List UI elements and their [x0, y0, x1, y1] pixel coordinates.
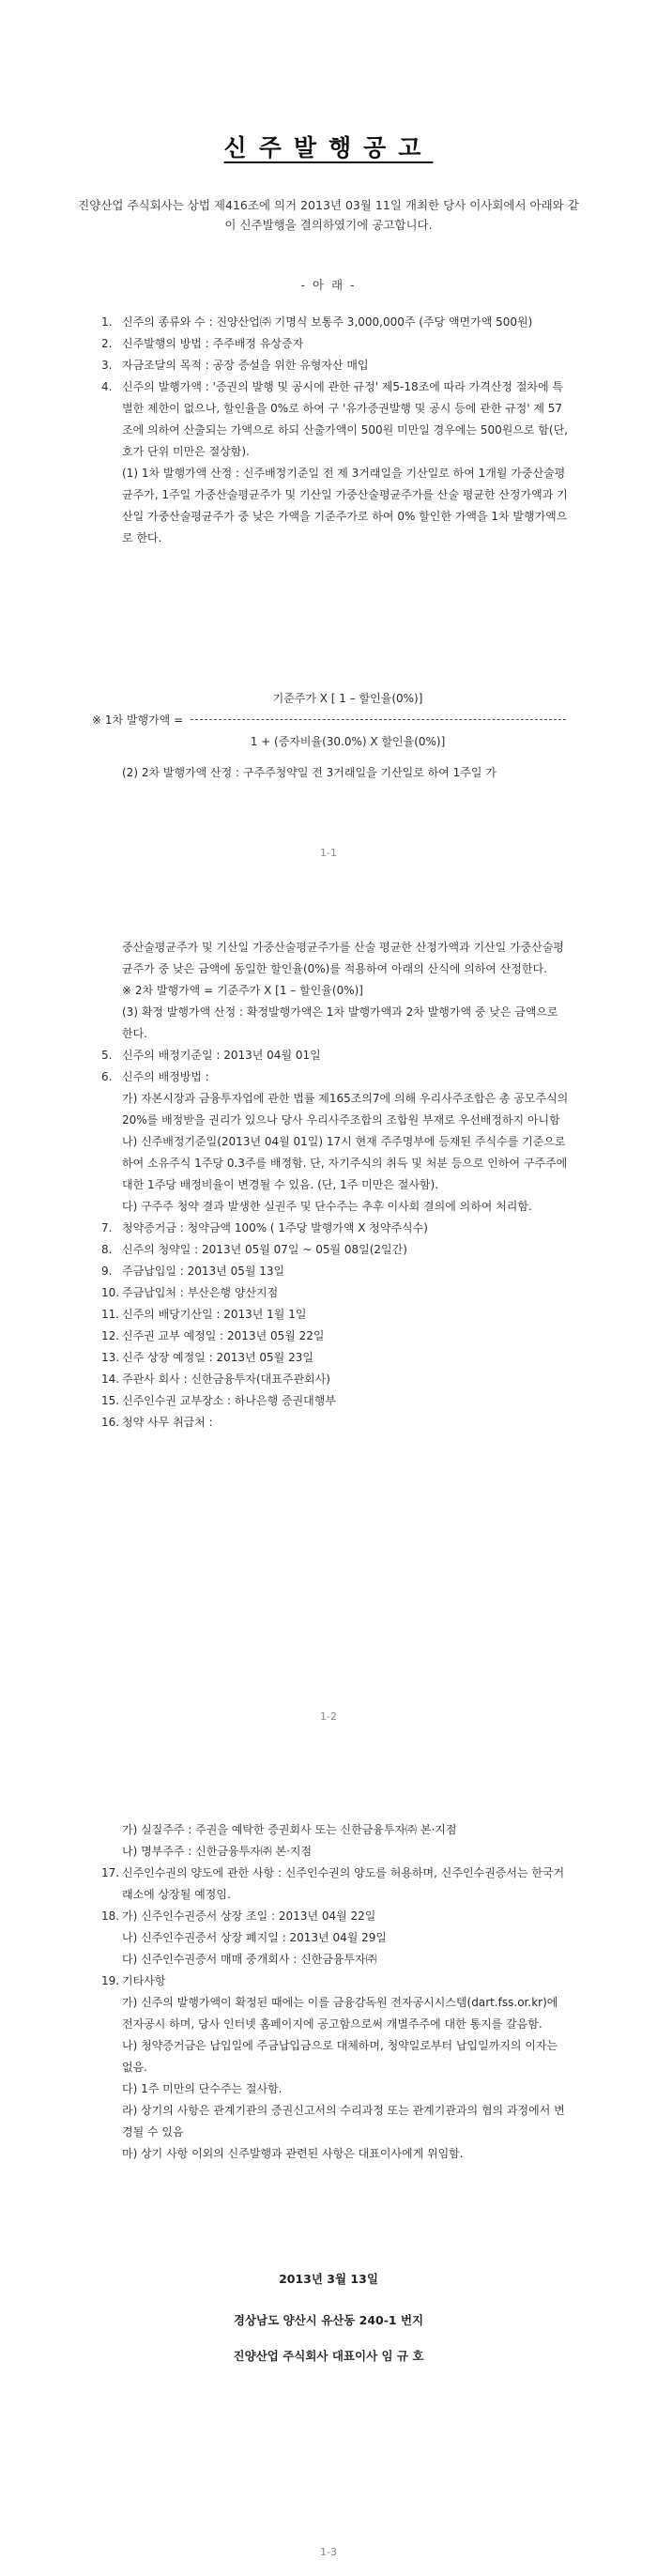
item4-sub2: (2) 2차 발행가액 산정 : 구주주청약일 전 3거래일을 기산일로 하여 1주일 가	[122, 766, 497, 779]
item18-b: 나) 신주인수권증서 상장 폐지일 : 2013년 04월 29일	[122, 1931, 387, 1944]
formula-2: ※ 2차 발행가액 = 기준주가 X [1 – 할인율(0%)]	[122, 984, 363, 997]
page-3-content	[101, 1819, 571, 2165]
formula-numerator: 기준주가 X [ 1 – 할인율(0%)]	[272, 692, 423, 705]
item4-sub1: (1) 1차 발행가액 산정 : 신주배정기준일 전 제 3거래일을 기산일로 하여 1개월 가중산술평균주가, 1주일 가중산술평균주가 및 기산일 가중산술평균주가를 산술 평균한 산정가액과 기산일 가중산술평균주가 중 낮은 가액을 기준주가로 하여 0% 할인한 가액을 1차 발행가액으로 한다.	[122, 467, 568, 544]
item-list	[101, 312, 571, 549]
formula-1	[92, 690, 566, 749]
item6-a: 가) 자본시장과 금융투자업에 관한 법률 제165조의7에 의해 우리사주조합은 총 공모주식의 20%를 배정받을 권리가 있으나 당사 우리사주조합의 조합원 부재로 우선배정하지 아니함	[122, 1092, 569, 1127]
item19-e: 마) 상기 사항 이외의 신주발행과 관련된 사항은 대표이사에게 위임함.	[122, 2147, 464, 2160]
list-item: 9. 주금납입일 : 2013년 05월 13일	[101, 1265, 285, 1278]
list-item: 12. 신주권 교부 예정일 : 2013년 05월 22일	[101, 1329, 325, 1342]
list-item: 16. 청약 사무 취급처 :	[101, 1416, 213, 1429]
company-address: 경상남도 양산시 유산동 240-1 번지	[233, 2313, 424, 2327]
item4-sub2-cont: 중산술평균주가 및 기산일 가중산술평균주가를 산술 평균한 산정가액과 기산일 가중산술평균주가 중 낮은 금액에 동일한 할인율(0%)를 적용하여 아래의 산식에 의하여 산정한다.	[122, 941, 565, 975]
item6-c: 다) 구주주 청약 결과 발생한 실권주 및 단수주는 추후 이사회 결의에 의하여 처리함.	[122, 1200, 532, 1213]
formula-denominator: 1 + (증자비율(30.0%) X 할인율(0%)]	[250, 735, 446, 748]
list-item: 14. 주관사 회사 : 신한금융투자(대표주관회사)	[101, 1372, 330, 1386]
formula-label: ※ 1차 발행가액 =	[92, 713, 184, 727]
item4-sub3: (3) 확정 발행가액 산정 : 확정발행가액은 1차 발행가액과 2차 발행가액 중 낮은 금액으로 한다.	[122, 1005, 558, 1040]
page-title: 신주발행공고	[223, 134, 434, 161]
list-item: 6. 신주의 배정방법 :	[101, 1070, 209, 1083]
list-item: 13. 신주 상장 예정일 : 2013년 05월 23일	[101, 1351, 313, 1364]
list-item: 19. 기타사항	[101, 1974, 166, 1987]
list-item: 10. 주금납입처 : 부산은행 양산지점	[101, 1286, 279, 1299]
page-number: 1-1	[320, 847, 337, 859]
page-number: 1-3	[320, 2546, 337, 2558]
page-number: 1-2	[320, 1710, 337, 1723]
item6-b: 나) 신주배정기준일(2013년 04월 01일) 17시 현재 주주명부에 등재된 주식수를 기준으로하여 소유주식 1주당 0.3주를 배정함. 단, 자기주식의 취득 및 처분 등으로 인하여 구주주에 대한 1주당 배정비율이 변경될 수 있음. (단, 1주 미만은 절사함).	[122, 1135, 568, 1191]
page-2-content	[101, 937, 571, 1434]
list-item: 8. 신주의 청약일 : 2013년 05월 07일 ~ 05월 08일(2일간)	[101, 1243, 407, 1256]
section-marker: - 아 래 -	[300, 278, 357, 292]
company-representative: 진양산업 주식회사 대표이사 임 규 호	[233, 2349, 424, 2363]
item19-c: 다) 1주 미만의 단수주는 절사함.	[122, 2082, 283, 2095]
item19-d: 라) 상기의 사항은 관계기관의 증권신고서의 수리과정 또는 관계기관과의 협의 과정에서 변경될 수 있음	[122, 2104, 565, 2139]
item19-a: 가) 신주의 발행가액이 확정된 때에는 이를 금융감독원 전자공시시스템(dart.fss.or.kr)에 전자공시 하며, 당사 인터넷 홈페이지에 공고함으로써 개별주주에 대한 통지를 갈음함.	[122, 1996, 558, 2031]
item18-c: 다) 신주인수권증서 매매 중개회사 : 신한금융투자㈜	[122, 1953, 377, 1966]
item19-b: 나) 청약증거금은 납입일에 주금납입금으로 대체하며, 청약일로부터 납입일까지의 이자는 없음.	[122, 2039, 558, 2074]
list-item: 5. 신주의 배정기준일 : 2013년 04월 01일	[101, 1049, 321, 1062]
list-item: 3. 자금조달의 목적 : 공장 증설을 위한 유형자산 매입	[101, 359, 369, 372]
list-item: 7. 청약증거금 : 청약금액 100% ( 1주당 발행가액 X 청약주식수)	[101, 1221, 428, 1234]
list-item: 4. 신주의 발행가액 : '증권의 발행 및 공시에 관한 규정' 제5-18조에 따라 가격산정 절차에 특별한 제한이 없으나, 할인율을 0%로 하여 구 '유가증권발행 및 공시 등에 관한 규정' 제 57조에 의하여 산출되는 가액으로 하되 산출가액이 500원 미만일 경우에는 500원으로 함(단, 호가 단위 미만은 절상함).	[101, 380, 568, 458]
list-item: 2. 신주발행의 방법 : 주주배정 유상증자	[101, 337, 304, 350]
intro-paragraph: 진양산업 주식회사는 상법 제416조에 의거 2013년 03월 11일 개최한 당사 이사회에서 아래와 같이 신주발행을 결의하였기에 공고합니다.	[78, 198, 579, 232]
list-item: 1. 신주의 종류와 수 : 진양산업㈜ 기명식 보통주 3,000,000주 (주당 액면가액 500원)	[101, 315, 533, 329]
page-1	[0, 0, 657, 859]
fraction-line	[191, 719, 566, 720]
notice-date: 2013년 3월 13일	[279, 2272, 378, 2286]
list-item: 15. 신주인수권 교부장소 : 하나은행 증권대행부	[101, 1394, 336, 1407]
item16-a: 가) 실질주주 : 주권을 예탁한 증권회사 또는 신한금융투자㈜ 본·지점	[122, 1823, 457, 1836]
item16-b: 나) 명부주주 : 신한금융투자㈜ 본·지점	[122, 1845, 313, 1858]
list-item: 17. 신주인수권의 양도에 관한 사항 : 신주인수권의 양도를 허용하며, 신주인수권증서는 한국거래소에 상장될 예정임.	[101, 1866, 565, 1901]
list-item: 18. 가) 신주인수권증서 상장 조일 : 2013년 04월 22일	[101, 1909, 376, 1923]
list-item: 11. 신주의 배당기산일 : 2013년 1월 1일	[101, 1308, 307, 1321]
